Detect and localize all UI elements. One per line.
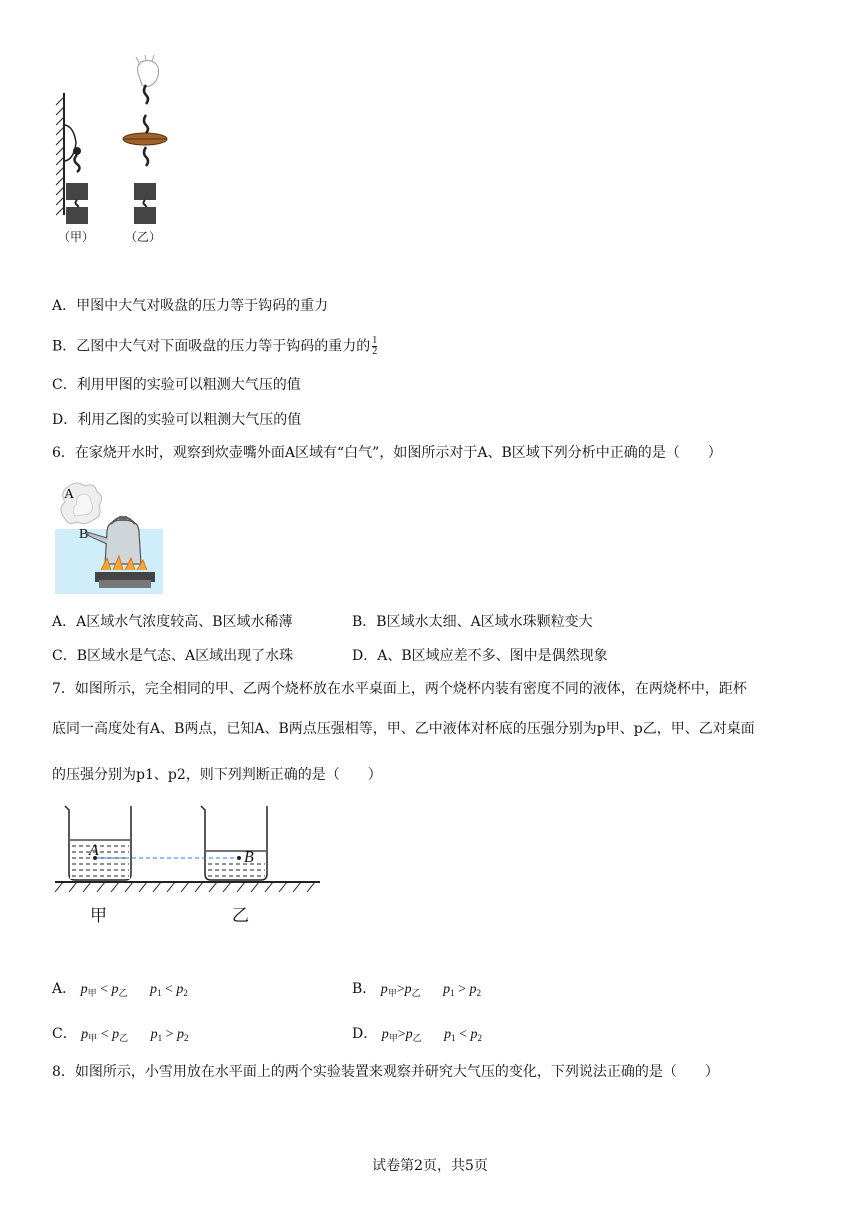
q8-stem: 8．如图所示，小雪用放在水平面上的两个实验装置来观察并研究大气压的变化，下列说法正确的是（ ） [52,1064,719,1080]
q5-option-b: B．乙图中大气对下面吸盘的压力等于钩码的重力的 $\frac{1}{2}$ [52,335,378,357]
q6-option-c: C．B区域水是气态、A区域出现了水珠 [52,648,294,664]
figure-label-yi: （乙） [125,230,162,244]
suction-cup-figure [50,55,180,250]
beaker-label-yi: 乙 [232,906,249,926]
figure-label-jia: （甲） [58,230,95,244]
q7-option-d: D． $p_甲>p_乙$ $p_1 < p_2$ [352,1026,482,1043]
beaker-label-a: A [89,842,99,859]
beaker-label-b: B [244,849,254,866]
q7-option-b: B． $p_甲>p_乙$ $p_1 > p_2$ [352,981,482,998]
q6-option-b: B．B区域水太细、A区域水珠颗粒变大 [352,614,593,630]
q6-option-a: A．A区域水气浓度较高、B区域水稀薄 [52,614,293,630]
fraction-half: $\frac{1}{2}$ [372,335,378,357]
beaker-label-jia: 甲 [90,906,107,926]
q7-stem-line1: 7．如图所示，完全相同的甲、乙两个烧杯放在水平桌面上，两个烧杯内装有密度不同的液体，在两烧杯中，距杯 [52,681,747,697]
q6-stem: 6．在家烧开水时，观察到炊壶嘴外面A区域有“白气”，如图所示对于A、B区域下列分析中正确的是（ ） [52,445,722,461]
kettle-label-a: A [64,487,75,502]
kettle-label-b: B [79,527,89,542]
q7-stem-line3: 的压强分别为p1、p2，则下列判断正确的是（ ） [52,767,382,783]
q5-option-d: D．利用乙图的实验可以粗测大气压的值 [52,412,302,428]
page-footer: 试卷第2页，共5页 [372,1158,488,1174]
q5-option-a: A．甲图中大气对吸盘的压力等于钩码的重力 [52,298,329,314]
q7-option-c: C． $p_甲 < p_乙$ $p_1 > p_2$ [52,1026,189,1043]
q5-option-c: C．利用甲图的实验可以粗测大气压的值 [52,377,301,393]
q7-option-a: A． $p_甲 < p_乙$ $p_1 < p_2$ [52,981,188,998]
q6-option-d: D．A、B区域应差不多、图中是偶然现象 [352,648,608,664]
q7-stem-line2: 底同一高度处有A、B两点，已知A、B两点压强相等，甲、乙中液体对杯底的压强分别为p甲、p乙，甲、乙对桌面 [52,721,755,737]
